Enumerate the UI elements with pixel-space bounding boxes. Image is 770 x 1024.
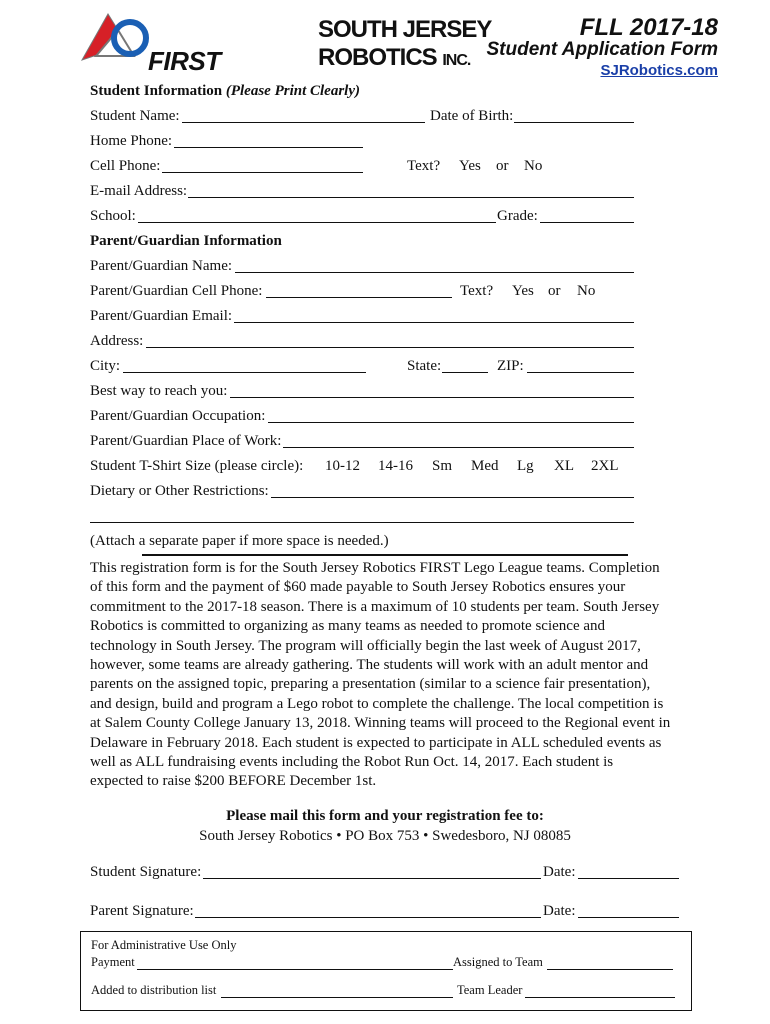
description-line: however, some teams are already gathering. The students will work with an adult mentor and bbox=[90, 657, 649, 674]
zip-label: ZIP: bbox=[497, 358, 524, 374]
state-field[interactable] bbox=[442, 372, 488, 373]
student-date-label: Date: bbox=[543, 864, 576, 880]
description-line: at Salem County College January 13, 2018. Winning teams will proceed to the Regional event in bbox=[90, 715, 671, 732]
parent-email-label: Parent/Guardian Email: bbox=[90, 308, 233, 324]
grade-label: Grade: bbox=[497, 208, 538, 224]
state-label: State: bbox=[407, 358, 442, 374]
description-line: parents on the assigned topic, preparing a presentation (similar to a science fair presentation), bbox=[90, 676, 651, 693]
tshirt-size-option[interactable]: Sm bbox=[432, 458, 453, 474]
school-label: School: bbox=[90, 208, 136, 224]
student-date-field[interactable] bbox=[578, 878, 679, 879]
form-title: FLL 2017-18 bbox=[579, 14, 718, 41]
student-heading-text: Student Information bbox=[90, 83, 223, 99]
parent-section-heading: Parent/Guardian Information bbox=[90, 233, 282, 249]
program-description bbox=[90, 559, 690, 792]
workplace-label: Parent/Guardian Place of Work: bbox=[90, 433, 282, 449]
mail-heading: Please mail this form and your registration fee to: bbox=[226, 808, 544, 824]
parent-cell-field[interactable] bbox=[266, 297, 452, 298]
admin-heading: For Administrative Use Only bbox=[91, 938, 237, 952]
distribution-list-field[interactable] bbox=[221, 997, 453, 998]
description-line: of this form and the payment of $60 made payable to South Jersey Robotics ensures your bbox=[90, 579, 626, 596]
parent-text-question: Text? bbox=[460, 283, 494, 299]
description-line: expected to raise $200 BEFORE December 1st. bbox=[90, 773, 377, 790]
dietary-label: Dietary or Other Restrictions: bbox=[90, 483, 269, 499]
student-signature-label: Student Signature: bbox=[90, 864, 202, 880]
parent-cell-label: Parent/Guardian Cell Phone: bbox=[90, 283, 263, 299]
mail-address: South Jersey Robotics • PO Box 753 • Swedesboro, NJ 08085 bbox=[199, 828, 571, 844]
parent-name-field[interactable] bbox=[235, 272, 634, 273]
section-divider bbox=[142, 554, 628, 556]
zip-field[interactable] bbox=[527, 372, 634, 373]
student-text-question: Text? bbox=[407, 158, 441, 174]
parent-date-field[interactable] bbox=[578, 917, 679, 918]
tshirt-size-option[interactable]: 2XL bbox=[591, 458, 619, 474]
assigned-team-field[interactable] bbox=[547, 969, 673, 970]
tshirt-size-option[interactable]: Lg bbox=[517, 458, 534, 474]
student-name-field[interactable] bbox=[182, 122, 425, 123]
tshirt-label: Student T-Shirt Size (please circle): bbox=[90, 458, 304, 474]
dob-field[interactable] bbox=[514, 122, 634, 123]
tshirt-size-option[interactable]: 10-12 bbox=[325, 458, 360, 474]
address-field[interactable] bbox=[146, 347, 634, 348]
city-field[interactable] bbox=[123, 372, 366, 373]
parent-signature-field[interactable] bbox=[195, 917, 541, 918]
description-line: Robotics is committed to organizing as many teams as needed to promote science and bbox=[90, 618, 606, 635]
home-phone-field[interactable] bbox=[174, 147, 363, 148]
description-line: and design, build and program a Lego robot to complete the challenge. The local competition is bbox=[90, 695, 664, 712]
cell-phone-field[interactable] bbox=[162, 172, 363, 173]
student-text-yes[interactable]: Yes bbox=[459, 158, 481, 174]
student-text-no[interactable]: No bbox=[524, 158, 543, 174]
parent-signature-label: Parent Signature: bbox=[90, 903, 194, 919]
description-line: technology in South Jersey. The program will officially begin the last week of August 2017, bbox=[90, 637, 641, 654]
email-field[interactable] bbox=[188, 197, 634, 198]
sjr-logo-line1: SOUTH JERSEY bbox=[318, 16, 492, 43]
best-way-label: Best way to reach you: bbox=[90, 383, 228, 399]
student-signature-field[interactable] bbox=[203, 878, 541, 879]
admin-use-box bbox=[80, 931, 692, 1011]
student-text-or: or bbox=[496, 158, 509, 174]
email-label: E-mail Address: bbox=[90, 183, 188, 199]
first-logo bbox=[78, 8, 228, 76]
occupation-field[interactable] bbox=[268, 422, 634, 423]
student-heading-note: (Please Print Clearly) bbox=[225, 83, 361, 99]
cell-phone-label: Cell Phone: bbox=[90, 158, 161, 174]
website-link[interactable]: SJRobotics.com bbox=[600, 62, 718, 79]
assigned-team-label: Assigned to Team bbox=[453, 955, 543, 969]
tshirt-size-option[interactable]: XL bbox=[554, 458, 574, 474]
sjr-logo-line2 bbox=[318, 44, 470, 72]
attach-note: (Attach a separate paper if more space is needed.) bbox=[90, 533, 389, 549]
payment-label: Payment bbox=[91, 955, 135, 969]
parent-email-field[interactable] bbox=[234, 322, 634, 323]
distribution-list-label: Added to distribution list bbox=[91, 983, 217, 997]
parent-text-no[interactable]: No bbox=[577, 283, 596, 299]
description-line: This registration form is for the South Jersey Robotics FIRST Lego League teams. Completion bbox=[90, 560, 660, 576]
student-section-heading bbox=[90, 82, 360, 100]
first-logo-text: FIRST bbox=[148, 46, 221, 76]
home-phone-label: Home Phone: bbox=[90, 133, 173, 149]
address-label: Address: bbox=[90, 333, 144, 349]
parent-text-or: or bbox=[548, 283, 561, 299]
sjr-logo bbox=[316, 14, 492, 76]
grade-field[interactable] bbox=[540, 222, 634, 223]
parent-name-label: Parent/Guardian Name: bbox=[90, 258, 233, 274]
description-line: commitment to the 2017-18 season. There is a maximum of 10 students per team. South Jersey bbox=[90, 598, 660, 615]
sjr-logo-inc: INC. bbox=[442, 52, 471, 69]
occupation-label: Parent/Guardian Occupation: bbox=[90, 408, 266, 424]
description-line: well as ALL fundraising events including the Robot Run Oct. 14, 2017. Each student is bbox=[90, 754, 614, 771]
sjr-logo-robotics: ROBOTICS bbox=[318, 44, 437, 71]
form-subtitle: Student Application Form bbox=[486, 39, 718, 60]
first-logo-mark-icon bbox=[78, 8, 158, 70]
best-way-field[interactable] bbox=[230, 397, 634, 398]
team-leader-field[interactable] bbox=[525, 997, 675, 998]
dietary-field[interactable] bbox=[271, 497, 634, 498]
dietary-field-extra[interactable] bbox=[90, 522, 634, 523]
parent-date-label: Date: bbox=[543, 903, 576, 919]
description-line: Delaware in February 2018. Each student is expected to participate in ALL scheduled events as bbox=[90, 734, 662, 751]
tshirt-size-option[interactable]: Med bbox=[471, 458, 499, 474]
parent-text-yes[interactable]: Yes bbox=[512, 283, 534, 299]
team-leader-label: Team Leader bbox=[457, 983, 523, 997]
student-name-label: Student Name: bbox=[90, 108, 180, 124]
tshirt-size-option[interactable]: 14-16 bbox=[378, 458, 413, 474]
payment-field[interactable] bbox=[137, 969, 453, 970]
school-field[interactable] bbox=[138, 222, 496, 223]
city-label: City: bbox=[90, 358, 121, 374]
dob-label: Date of Birth: bbox=[430, 108, 514, 124]
workplace-field[interactable] bbox=[283, 447, 634, 448]
